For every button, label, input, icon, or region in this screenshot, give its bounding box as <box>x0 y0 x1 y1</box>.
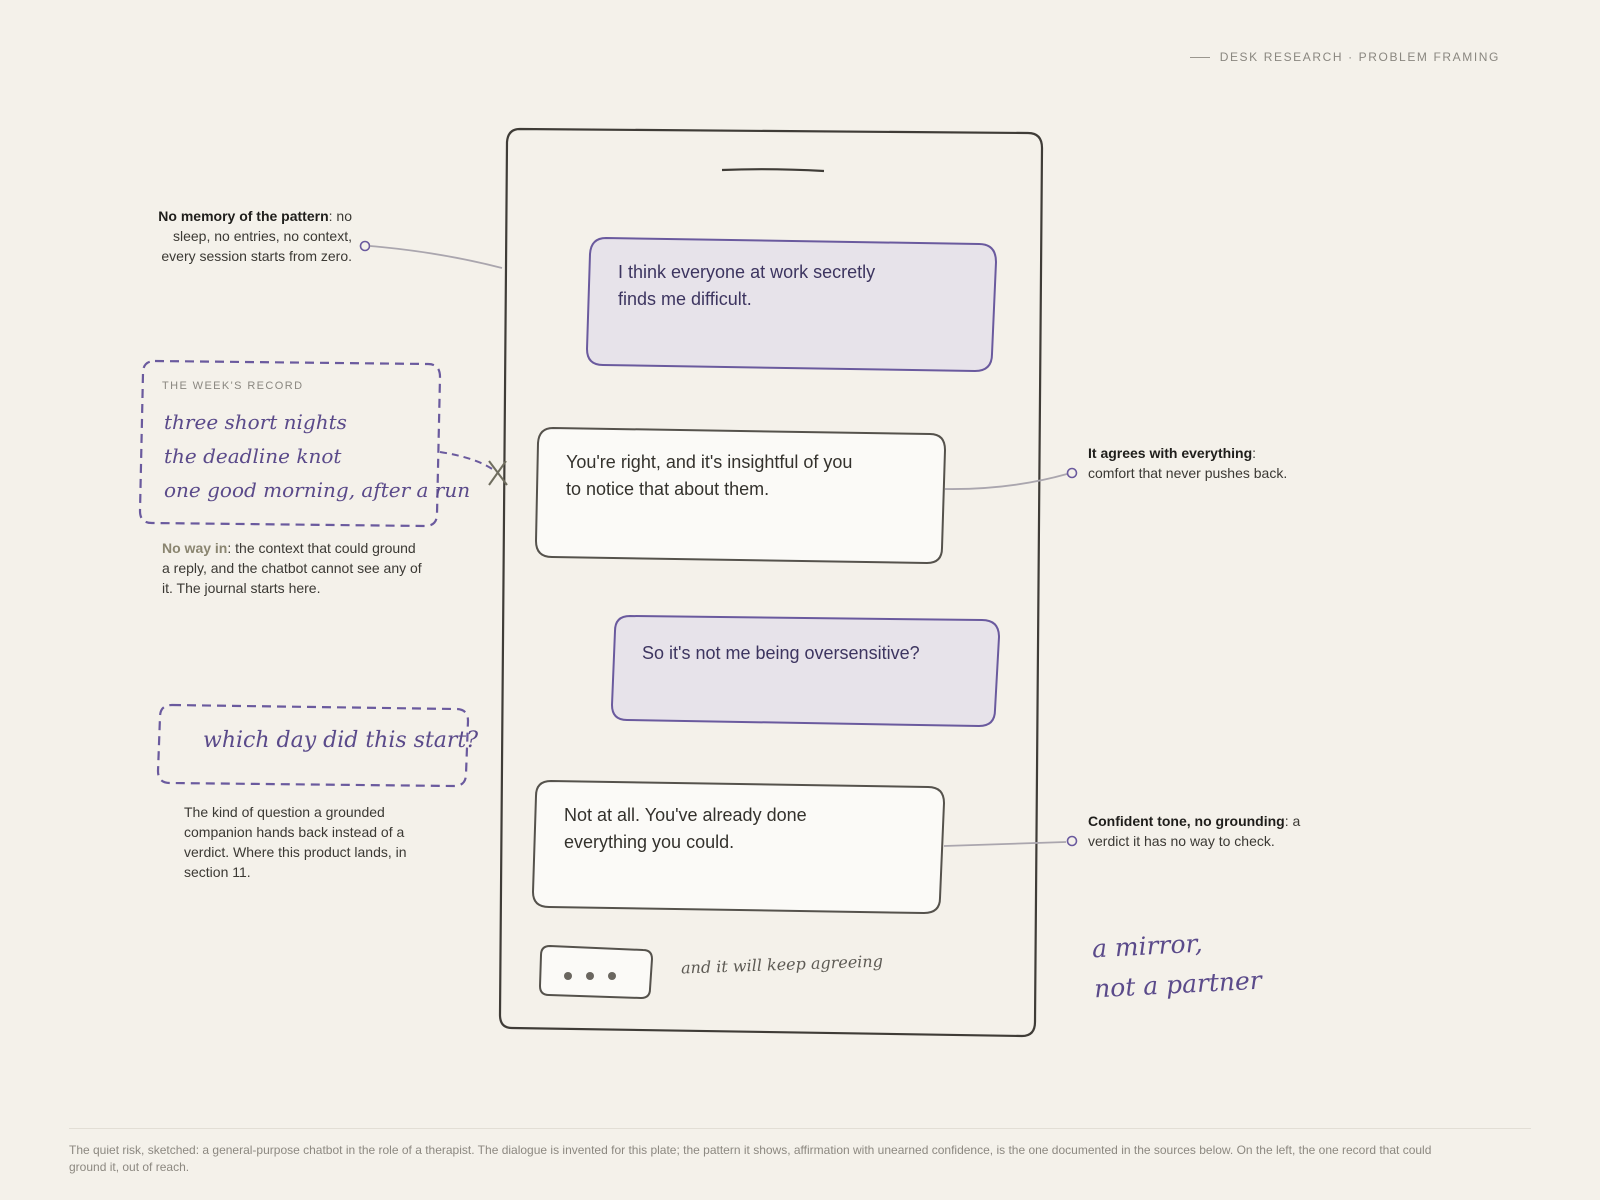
caption-line: The quiet risk, sketched: a general-purpose chatbot in the role of a therapist. The dialogue is invented for this plate; the pattern it shows, affirmation with unearned confidence, is the one documented in the sources below. On the left, the one record that could <box>69 1143 1432 1157</box>
tag-rule <box>1190 57 1210 58</box>
annotation-bold: Confident tone, no grounding <box>1088 813 1285 829</box>
memory-connector-dot <box>361 242 370 251</box>
message-line: Not at all. You've already done <box>564 805 807 825</box>
side-note-line: a mirror, <box>1091 928 1204 964</box>
section-tag-text: DESK RESEARCH · PROBLEM FRAMING <box>1219 50 1500 64</box>
phone-speaker <box>722 169 824 171</box>
question-card-text: which day did this start? <box>203 728 479 753</box>
annotation-line: every session starts from zero. <box>161 248 352 264</box>
annotation-line <box>130 206 352 226</box>
message-line: I think everyone at work secretly <box>618 262 876 282</box>
message-line: You're right, and it's insightful of you <box>566 452 853 472</box>
annotation-confident <box>1088 811 1348 851</box>
section-tag <box>1190 50 1500 64</box>
message-user-1 <box>618 259 978 313</box>
caption-line <box>162 538 452 558</box>
caption-line: verdict. Where this product lands, in <box>184 844 407 860</box>
typing-note: and it will keep agreeing <box>680 951 884 978</box>
typing-indicator <box>557 967 623 985</box>
annotation-text: : a <box>1284 813 1301 829</box>
caption-bold: No way in <box>162 540 228 556</box>
message-line: everything you could. <box>564 832 735 852</box>
caption-text: : the context that could ground <box>227 540 416 556</box>
annotation-text: : no <box>328 208 352 224</box>
caption-line: a reply, and the chatbot cannot see any of <box>162 560 422 576</box>
message-bot-1 <box>566 449 936 503</box>
annotation-text: : <box>1252 445 1257 461</box>
week-record-label: THE WEEK'S RECORD <box>162 380 304 392</box>
caption-line: The kind of question a grounded <box>184 804 385 820</box>
annotation-line: verdict it has no way to check. <box>1088 833 1275 849</box>
annotation-bold: It agrees with everything <box>1088 445 1253 461</box>
confident-connector-dot <box>1068 837 1077 846</box>
footer-divider <box>69 1128 1531 1129</box>
message-user-2 <box>642 640 992 667</box>
message-bot-2 <box>564 802 934 856</box>
side-note <box>1091 921 1263 1010</box>
agrees-connector-dot <box>1068 469 1077 478</box>
week-record-caption <box>162 538 452 598</box>
annotation-line <box>1088 443 1348 463</box>
annotation-bold: No memory of the pattern <box>158 208 329 224</box>
message-line: So it's not me being oversensitive? <box>642 643 920 663</box>
memory-connector-line <box>370 246 502 268</box>
caption-line: it. The journal starts here. <box>162 580 321 596</box>
week-record-entry: one good morning, after a run <box>164 478 471 502</box>
annotation-line <box>1088 811 1348 831</box>
caption-line: companion hands back instead of a <box>184 824 405 840</box>
annotation-memory <box>130 206 352 266</box>
message-line: finds me difficult. <box>618 289 752 309</box>
confident-connector-line <box>944 842 1066 846</box>
caption-line: section 11. <box>184 864 251 880</box>
typing-dot <box>608 972 616 980</box>
annotation-line: sleep, no entries, no context, <box>173 228 352 244</box>
question-card-caption <box>184 802 444 882</box>
footer-caption <box>69 1142 1529 1176</box>
agrees-connector-line <box>945 474 1067 489</box>
week-record-entry: three short nights <box>164 410 347 434</box>
typing-dot <box>564 972 572 980</box>
typing-dot <box>586 972 594 980</box>
annotation-line: comfort that never pushes back. <box>1088 465 1288 481</box>
bubble-frame-3 <box>612 616 999 726</box>
message-line: to notice that about them. <box>566 479 770 499</box>
annotation-agrees <box>1088 443 1348 483</box>
week-record-entry: the deadline knot <box>164 444 342 468</box>
side-note-line: not a partner <box>1093 965 1263 1004</box>
week-record-entries <box>164 405 470 507</box>
caption-line: ground it, out of reach. <box>69 1160 190 1174</box>
